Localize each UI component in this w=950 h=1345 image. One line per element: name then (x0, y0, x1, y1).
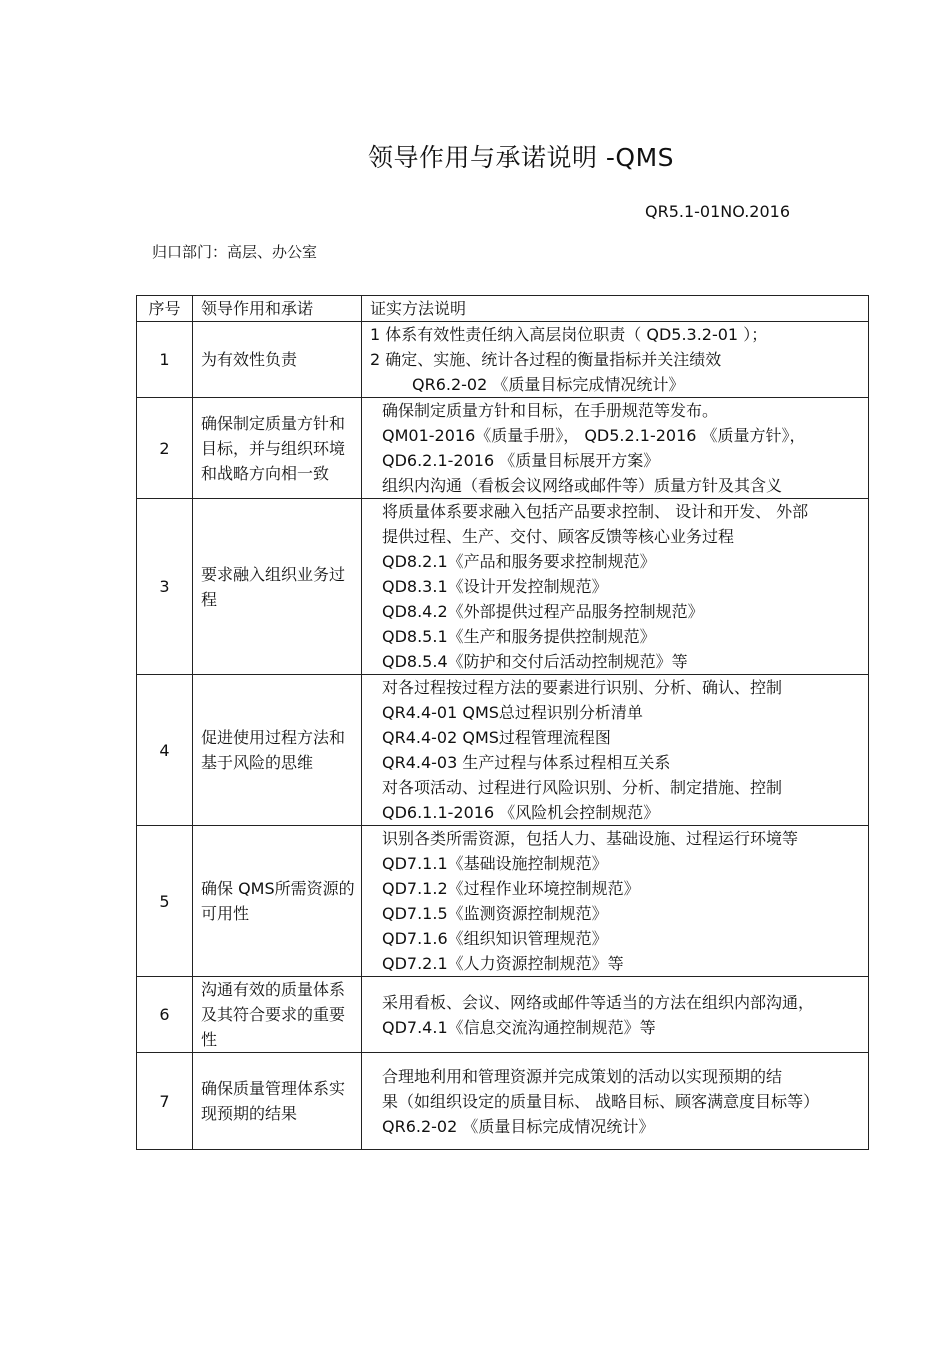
row-number: 3 (137, 499, 193, 675)
row-number: 1 (137, 322, 193, 398)
table-row (137, 322, 869, 398)
row-evidence (362, 826, 869, 977)
evidence-line: 合理地利用和管理资源并完成策划的活动以实现预期的结 (382, 1066, 783, 1086)
row-number: 2 (137, 398, 193, 499)
row-evidence (362, 398, 869, 499)
evidence-line: QD6.2.1-2016 《质量目标展开方案》 (382, 451, 660, 470)
table-header-row (137, 296, 869, 322)
table-row (137, 1053, 869, 1150)
evidence-line: QM01-2016《质量手册》， QD5.2.1-2016 《质量方针》， (382, 426, 806, 445)
evidence-line: QR4.4-01 QMS总过程识别分析清单 (382, 703, 643, 722)
row-evidence (362, 675, 869, 826)
row-item: 为有效性负责 (193, 322, 362, 398)
evidence-line: 对各项活动、过程进行风险识别、分析、制定措施、控制 (382, 778, 783, 797)
row-number: 7 (137, 1053, 193, 1150)
table-row (137, 398, 869, 499)
leadership-table (136, 295, 869, 1150)
evidence-line: 识别各类所需资源，包括人力、基础设施、过程运行环境等 (382, 829, 799, 848)
row-evidence (362, 977, 869, 1053)
row-number: 6 (137, 977, 193, 1053)
row-evidence (362, 499, 869, 675)
evidence-line: QD8.3.1《设计开发控制规范》 (382, 577, 608, 596)
evidence-line: 对各过程按过程方法的要素进行识别、分析、确认、控制 (382, 678, 783, 697)
evidence-line: QD8.4.2《外部提供过程产品服务控制规范》 (382, 602, 704, 621)
row-item: 要求融入组织业务过程 (193, 499, 362, 675)
row-number: 4 (137, 675, 193, 826)
header-item: 领导作用和承诺 (193, 296, 362, 322)
table-row (137, 675, 869, 826)
row-item: 确保质量管理体系实现预期的结果 (193, 1053, 362, 1150)
header-no: 序号 (137, 296, 193, 322)
evidence-line: 2 确定、实施、统计各过程的衡量指标并关注绩效 (370, 350, 722, 369)
evidence-line: QD6.1.1-2016 《风险机会控制规范》 (382, 803, 660, 822)
row-item: 沟通有效的质量体系及其符合要求的重要性 (193, 977, 362, 1053)
row-item: 促进使用过程方法和基于风险的思维 (193, 675, 362, 826)
row-evidence (362, 1053, 869, 1150)
evidence-line: QD7.1.5《监测资源控制规范》 (382, 904, 608, 923)
table-row (137, 499, 869, 675)
evidence-line: QD7.1.1《基础设施控制规范》 (382, 854, 608, 873)
document-number: QR5.1-01NO.2016 (644, 202, 790, 221)
table-row (137, 826, 869, 977)
evidence-line: QD7.1.6《组织知识管理规范》 (382, 929, 608, 948)
evidence-line: 果（如组织设定的质量目标、 战略目标、顾客满意度目标等） (382, 1091, 820, 1111)
evidence-line: 组织内沟通（看板会议网络或邮件等）质量方针及其含义 (382, 476, 783, 495)
evidence-line: QD8.5.1《生产和服务提供控制规范》 (382, 627, 656, 646)
evidence-line: QR6.2-02 《质量目标完成情况统计》 (412, 375, 685, 394)
evidence-line: 采用看板、会议、网络或邮件等适当的方法在组织内部沟通， (382, 992, 815, 1012)
evidence-line: QD7.2.1《人力资源控制规范》等 (382, 954, 624, 973)
evidence-line: QD8.2.1《产品和服务要求控制规范》 (382, 552, 656, 571)
row-item: 确保 QMS所需资源的可用性 (193, 826, 362, 977)
row-number: 5 (137, 826, 193, 977)
evidence-line: QR6.2-02 《质量目标完成情况统计》 (382, 1116, 655, 1136)
evidence-line: 将质量体系要求融入包括产品要求控制、 设计和开发、 外部 (382, 502, 809, 521)
row-evidence (362, 322, 869, 398)
evidence-line: 提供过程、生产、交付、顾客反馈等核心业务过程 (382, 527, 735, 546)
header-evidence: 证实方法说明 (362, 296, 869, 322)
row-item: 确保制定质量方针和目标，并与组织环境和战略方向相一致 (193, 398, 362, 499)
evidence-line: QD8.5.4《防护和交付后活动控制规范》等 (382, 652, 688, 671)
department-label: 归口部门：高层、办公室 (152, 243, 318, 261)
evidence-line: QD7.1.2《过程作业环境控制规范》 (382, 879, 640, 898)
evidence-line: 确保制定质量方针和目标，在手册规范等发布。 (382, 401, 719, 420)
evidence-line: QD7.4.1《信息交流沟通控制规范》等 (382, 1017, 656, 1037)
evidence-line: QR4.4-03 生产过程与体系过程相互关系 (382, 753, 671, 772)
evidence-line: 1 体系有效性责任纳入高层岗位职责（ QD5.3.2-01 ）； (370, 325, 768, 344)
document-title: 领导作用与承诺说明 -QMS (367, 143, 675, 172)
evidence-line: QR4.4-02 QMS过程管理流程图 (382, 728, 611, 747)
table-row (137, 977, 869, 1053)
